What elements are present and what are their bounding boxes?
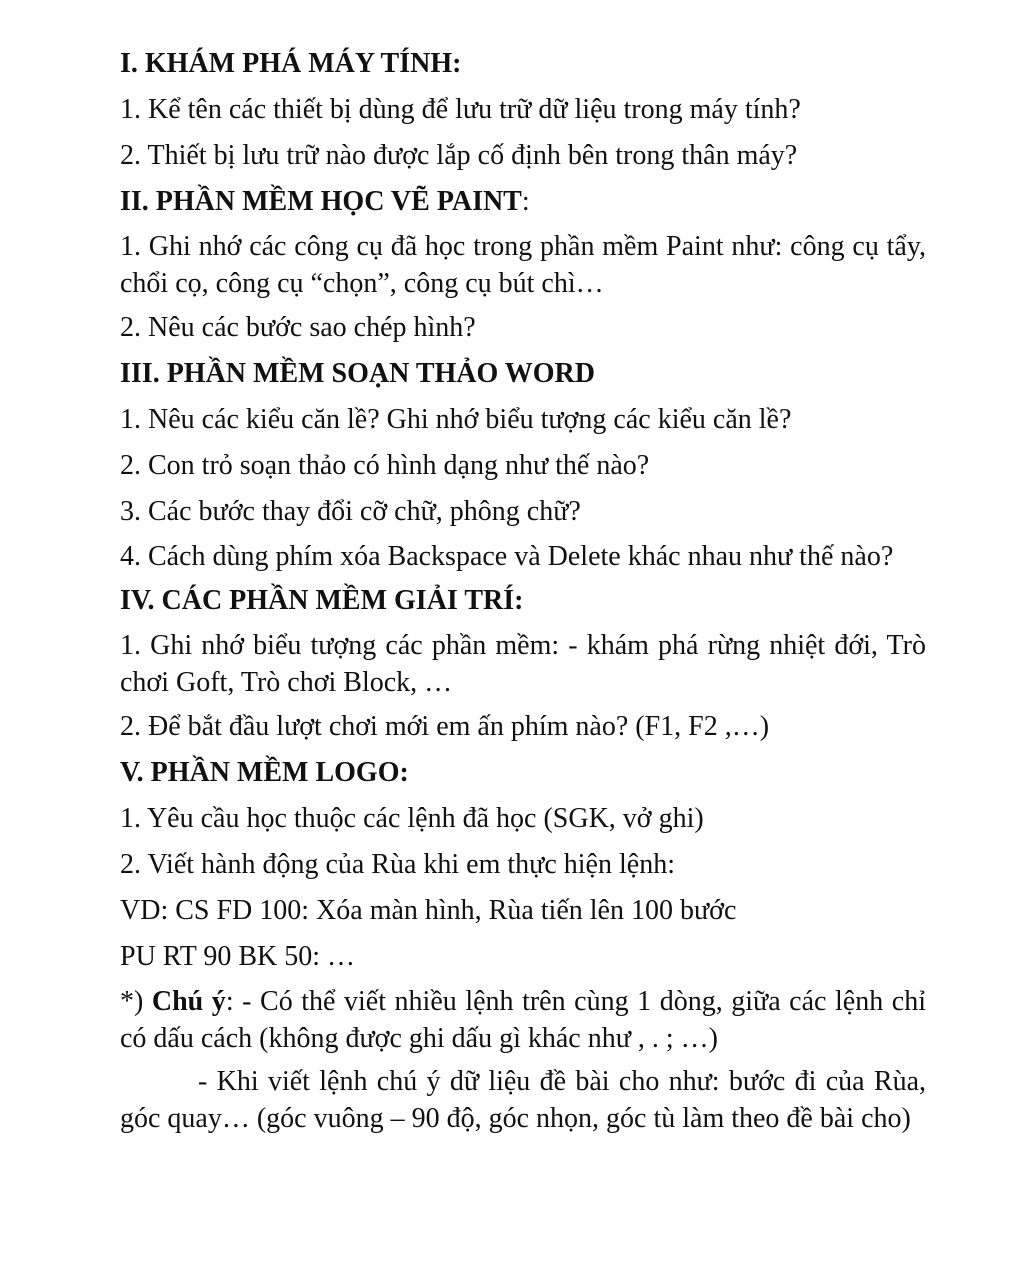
note-second-paragraph: - Khi viết lệnh chú ý dữ liệu đề bài cho như: bước đi của Rùa, góc quay… (góc vuông – 90 độ, góc nhọn, góc tù làm theo đề bài cho) xyxy=(120,1066,926,1134)
section-1-item-1: 1. Kể tên các thiết bị dùng để lưu trữ dữ liệu trong máy tính? xyxy=(120,94,801,125)
section-5-item-1: 1. Yêu cầu học thuộc các lệnh đã học (SGK, vở ghi) xyxy=(120,803,704,834)
section-5-item-2: 2. Viết hành động của Rùa khi em thực hiện lệnh: xyxy=(120,849,675,880)
section-5-example-2: PU RT 90 BK 50: … xyxy=(120,941,356,972)
note-label: Chú ý xyxy=(151,986,226,1017)
section-3-item-3: 3. Các bước thay đổi cỡ chữ, phông chữ? xyxy=(120,496,581,527)
section-2-item-2: 2. Nêu các bước sao chép hình? xyxy=(120,312,476,343)
note-prefix: *) xyxy=(120,986,152,1017)
section-5-heading: V. PHẦN MỀM LOGO: xyxy=(120,757,409,788)
section-3-item-4: 4. Cách dùng phím xóa Backspace và Delete khác nhau như thế nào? xyxy=(120,541,894,572)
note-paragraph xyxy=(120,983,926,1057)
section-4-heading: IV. CÁC PHẦN MỀM GIẢI TRÍ: xyxy=(120,585,524,616)
section-2-heading xyxy=(120,182,926,222)
section-1-item-2: 2. Thiết bị lưu trữ nào được lắp cố định bên trong thân máy? xyxy=(120,140,798,171)
section-1-heading: I. KHÁM PHÁ MÁY TÍNH: xyxy=(120,48,462,79)
section-2-item-1: 1. Ghi nhớ các công cụ đã học trong phần mềm Paint như: công cụ tẩy, chổi cọ, công cụ “chọn”, công cụ bút chì… xyxy=(120,231,926,299)
section-3-heading: III. PHẦN MỀM SOẠN THẢO WORD xyxy=(120,358,596,389)
section-4-item-2: 2. Để bắt đầu lượt chơi mới em ấn phím nào? (F1, F2 ,…) xyxy=(120,711,770,742)
document-page xyxy=(120,44,926,1143)
section-3-item-1: 1. Nêu các kiểu căn lề? Ghi nhớ biểu tượng các kiểu căn lề? xyxy=(120,404,792,435)
section-2-heading-text: II. PHẦN MỀM HỌC VẼ PAINT xyxy=(120,186,522,217)
note-text: : - Có thể viết nhiều lệnh trên cùng 1 dòng, giữa các lệnh chỉ có dấu cách (không được ghi dấu gì khác như , . ; …) xyxy=(120,986,926,1054)
section-4-item-1: 1. Ghi nhớ biểu tượng các phần mềm: - khám phá rừng nhiệt đới, Trò chơi Goft, Trò chơi Block, … xyxy=(120,630,926,698)
section-3-item-2: 2. Con trỏ soạn thảo có hình dạng như thế nào? xyxy=(120,450,650,481)
section-2-heading-suffix: : xyxy=(521,186,530,217)
section-5-example-1: VD: CS FD 100: Xóa màn hình, Rùa tiến lên 100 bước xyxy=(120,895,737,926)
